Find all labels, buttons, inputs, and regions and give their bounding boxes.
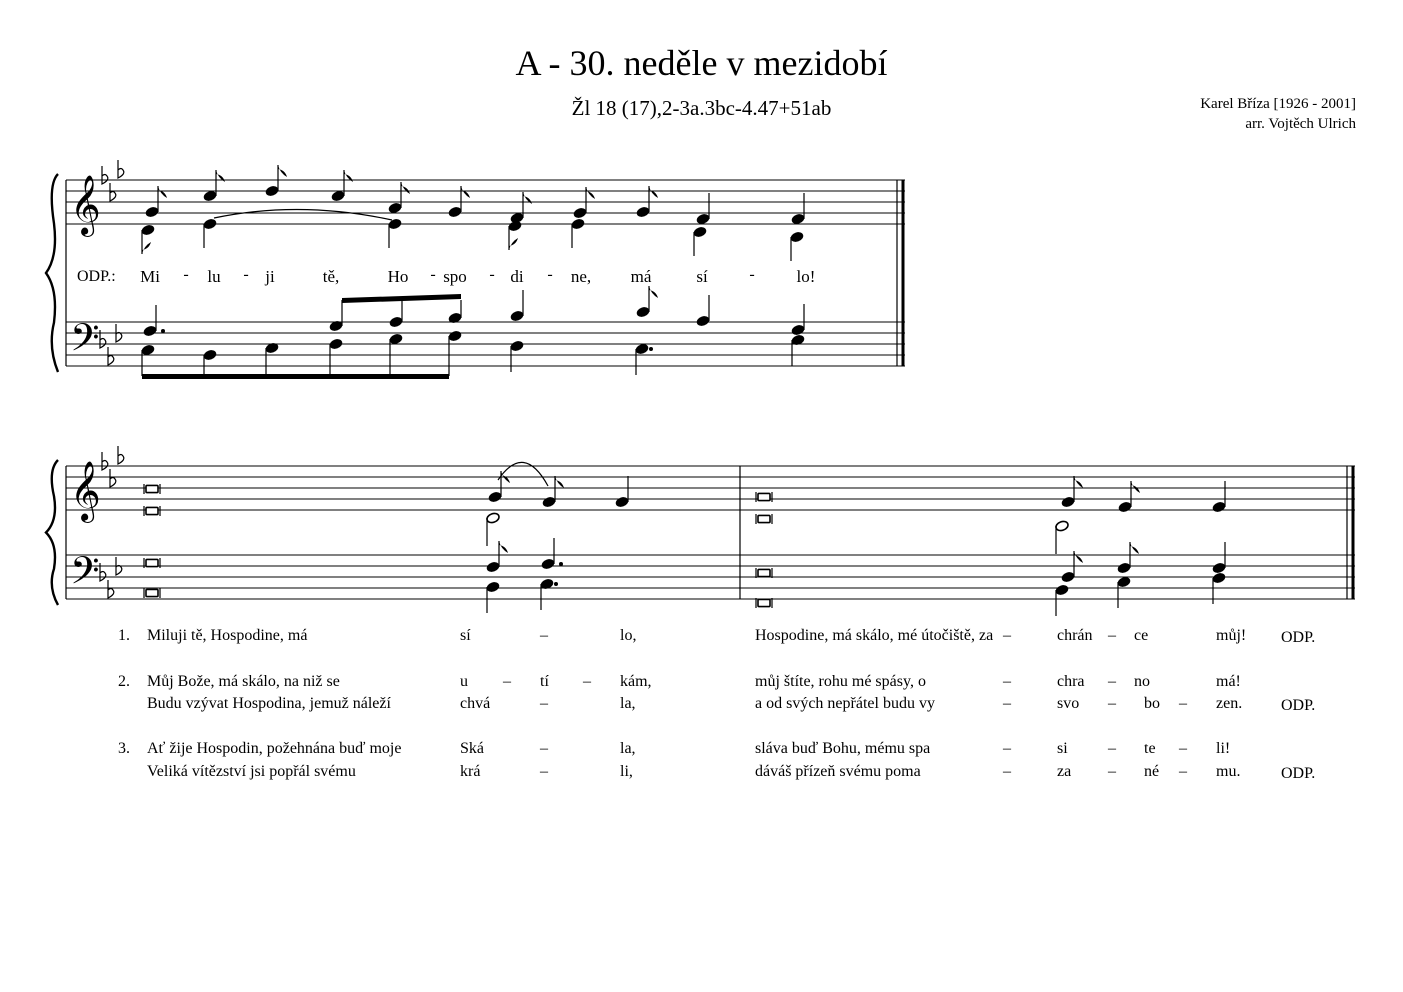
verse-number: 1. xyxy=(118,627,130,644)
notehead xyxy=(1061,496,1076,508)
breve-note xyxy=(758,599,770,606)
response-syllable: má xyxy=(630,267,652,286)
verse-text: Miluji tě, Hospodine, má xyxy=(147,627,308,644)
psalm-reference: Žl 18 (17),2-3a.3bc-4.47+51ab xyxy=(571,96,832,120)
notehead xyxy=(541,558,556,570)
notehead xyxy=(488,491,503,503)
treble-clef: 𝄞 xyxy=(70,461,101,521)
verse-text: můj štíte, rohu mé spásy, o xyxy=(755,673,926,690)
tie-curve xyxy=(214,209,392,220)
response-syllable: lu xyxy=(207,267,221,286)
verse-syllable: – xyxy=(1003,763,1011,780)
verse-text: dáváš přízeň svému poma xyxy=(755,763,921,780)
verse-syllable: můj! xyxy=(1216,627,1247,644)
verse-syllable: – xyxy=(1003,627,1011,644)
verse-syllable: te xyxy=(1144,740,1156,757)
verse-text: Budu vzývat Hospodina, jemuž náleží xyxy=(147,695,391,712)
notehead xyxy=(448,330,463,342)
notehead xyxy=(203,190,218,202)
note-flag xyxy=(499,541,508,553)
response-cue: ODP. xyxy=(1281,765,1316,782)
beam xyxy=(142,374,449,379)
verse-syllable: – xyxy=(540,627,548,644)
notehead xyxy=(1118,501,1133,513)
syllable-hyphen: - xyxy=(430,266,436,283)
response-syllable: ne, xyxy=(570,267,592,286)
response-syllable: tě, xyxy=(322,267,340,286)
breve-note xyxy=(146,507,158,514)
verse-syllable: – xyxy=(583,673,591,690)
verse-syllable: – xyxy=(503,673,511,690)
verse-syllable: – xyxy=(540,763,548,780)
notehead xyxy=(636,306,651,318)
verse-syllable: má! xyxy=(1216,673,1241,690)
response-syllable: lo! xyxy=(796,267,816,286)
verse-syllable: né xyxy=(1144,763,1160,780)
verse-syllable: – xyxy=(1003,740,1011,757)
page-title: A - 30. neděle v mezidobí xyxy=(515,43,888,83)
verse-syllable: – xyxy=(1108,740,1116,757)
breve-note xyxy=(758,569,770,576)
notehead xyxy=(143,325,158,337)
syllable-hyphen: - xyxy=(183,266,189,283)
notehead xyxy=(790,231,805,243)
verse-syllable: – xyxy=(540,740,548,757)
verse-syllable: Ská xyxy=(460,740,484,757)
note-flag xyxy=(278,165,287,177)
notehead xyxy=(696,315,711,327)
verse-syllable: – xyxy=(1108,627,1116,644)
flat-sign xyxy=(102,452,108,470)
flat-sign xyxy=(116,324,122,342)
notehead xyxy=(635,343,650,355)
verse-syllable: – xyxy=(540,695,548,712)
notehead xyxy=(573,207,588,219)
notehead xyxy=(791,213,806,225)
notehead xyxy=(203,349,218,361)
notehead xyxy=(1212,572,1227,584)
verse-syllable: la, xyxy=(620,695,636,712)
notehead xyxy=(388,202,403,214)
notehead xyxy=(1117,562,1132,574)
notehead xyxy=(615,496,630,508)
syllable-hyphen: - xyxy=(547,266,553,283)
note-flag xyxy=(1130,542,1139,554)
notehead xyxy=(693,226,708,238)
syllable-hyphen: - xyxy=(489,266,495,283)
note-flag xyxy=(1074,551,1083,563)
notehead xyxy=(1212,562,1227,574)
note-flag xyxy=(586,187,595,199)
flat-sign xyxy=(118,160,124,178)
flat-sign xyxy=(116,557,122,575)
treble-clef: 𝄞 xyxy=(70,175,101,235)
bass-clef: 𝄢 xyxy=(70,315,100,369)
verse-syllable: sí xyxy=(460,627,471,644)
response-cue: ODP. xyxy=(1281,697,1316,714)
notehead xyxy=(141,344,156,356)
composer-name: Karel Bříza [1926 - 2001] xyxy=(1200,96,1356,112)
note-flag xyxy=(649,286,658,298)
notehead xyxy=(265,185,280,197)
verse-text: a od svých nepřátel budu vy xyxy=(755,695,935,712)
response-syllable: Mi xyxy=(140,267,160,286)
verse-syllable: u xyxy=(460,673,468,690)
verse-syllable: chra xyxy=(1057,673,1085,690)
verse-syllable: svo xyxy=(1057,695,1080,712)
verse-syllable: kám, xyxy=(620,673,652,690)
notehead xyxy=(389,316,404,328)
flat-sign xyxy=(110,183,116,201)
verse-text: sláva buď Bohu, mému spa xyxy=(755,740,931,757)
verse-syllable: – xyxy=(1108,763,1116,780)
note-flag xyxy=(649,186,658,198)
notehead xyxy=(1212,501,1227,513)
verse-syllable: – xyxy=(1108,695,1116,712)
note-flag xyxy=(401,182,410,194)
notehead xyxy=(331,190,346,202)
verse-syllable: li, xyxy=(620,763,633,780)
notehead xyxy=(389,333,404,345)
response-syllable: Ho xyxy=(387,267,409,286)
response-syllable: sí xyxy=(696,267,708,286)
verse-syllable: zen. xyxy=(1216,695,1243,712)
syllable-hyphen: - xyxy=(749,266,755,283)
verse-syllable: chrán xyxy=(1057,627,1093,644)
flat-sign xyxy=(108,580,114,598)
verse-syllable: krá xyxy=(460,763,481,780)
verse-syllable: ce xyxy=(1134,627,1149,644)
note-flag xyxy=(509,238,518,250)
verse-syllable: lo, xyxy=(620,627,637,644)
flat-sign xyxy=(118,446,124,464)
breve-note xyxy=(758,515,770,522)
verse-text: Hospodine, má skálo, mé útočiště, za xyxy=(755,627,994,644)
breve-note xyxy=(146,589,158,596)
verse-syllable: la, xyxy=(620,740,636,757)
notehead xyxy=(486,581,501,593)
notehead xyxy=(329,338,344,350)
response-cue: ODP. xyxy=(1281,629,1316,646)
breve-note xyxy=(146,559,158,566)
notehead xyxy=(141,224,156,236)
verse-syllable: – xyxy=(1179,740,1187,757)
verse-text: Můj Bože, má skálo, na niž se xyxy=(147,673,340,690)
notehead xyxy=(145,206,160,218)
notehead xyxy=(203,218,218,230)
response-syllable: spo xyxy=(443,267,467,286)
verse-syllable: li! xyxy=(1216,740,1231,757)
verse-text: Veliká vítězství jsi popřál svému xyxy=(147,763,356,780)
note-flag xyxy=(1074,476,1083,488)
syllable-hyphen: - xyxy=(243,266,249,283)
notehead xyxy=(542,496,557,508)
grand-staff-brace xyxy=(46,460,58,605)
verse-syllable: – xyxy=(1108,673,1116,690)
verse-syllable: no xyxy=(1134,673,1150,690)
flat-sign xyxy=(108,347,114,365)
arranger-name: arr. Vojtěch Ulrich xyxy=(1245,116,1356,132)
response-label: ODP.: xyxy=(77,268,116,285)
verse-syllable: – xyxy=(1179,763,1187,780)
breve-note xyxy=(146,485,158,492)
response-syllable: di xyxy=(510,267,524,286)
verse-syllable: tí xyxy=(540,673,549,690)
notehead xyxy=(696,213,711,225)
notehead xyxy=(486,561,501,573)
notehead xyxy=(508,220,523,232)
flat-sign xyxy=(102,166,108,184)
notehead xyxy=(448,206,463,218)
augmentation-dot xyxy=(161,329,165,333)
verse-syllable: mu. xyxy=(1216,763,1241,780)
notehead xyxy=(1061,571,1076,583)
notehead xyxy=(1055,584,1070,596)
verse-number: 2. xyxy=(118,673,130,690)
grand-staff-brace xyxy=(46,174,58,372)
note-flag xyxy=(461,186,470,198)
notehead xyxy=(791,324,806,336)
flat-sign xyxy=(110,469,116,487)
notehead xyxy=(510,310,525,322)
notehead xyxy=(1117,576,1132,588)
notehead xyxy=(486,512,501,524)
verse-syllable: za xyxy=(1057,763,1072,780)
bass-clef: 𝄢 xyxy=(70,548,100,602)
note-flag xyxy=(1131,481,1140,493)
verse-syllable: – xyxy=(1179,695,1187,712)
notehead xyxy=(571,218,586,230)
augmentation-dot xyxy=(649,347,653,351)
verse-text: Ať žije Hospodin, požehnána buď moje xyxy=(147,740,402,757)
verse-number: 3. xyxy=(118,740,130,757)
note-flag xyxy=(555,476,564,488)
augmentation-dot xyxy=(559,562,563,566)
note-flag xyxy=(158,186,167,198)
verse-syllable: chvá xyxy=(460,695,491,712)
notehead xyxy=(636,206,651,218)
verse-syllable: bo xyxy=(1144,695,1160,712)
notehead xyxy=(510,340,525,352)
breve-note xyxy=(758,493,770,500)
note-flag xyxy=(142,242,151,254)
verse-syllable: – xyxy=(1003,695,1011,712)
verse-syllable: – xyxy=(1003,673,1011,690)
response-syllable: ji xyxy=(265,267,275,286)
augmentation-dot xyxy=(554,582,558,586)
notehead xyxy=(1055,520,1070,532)
verse-syllable: si xyxy=(1057,740,1068,757)
